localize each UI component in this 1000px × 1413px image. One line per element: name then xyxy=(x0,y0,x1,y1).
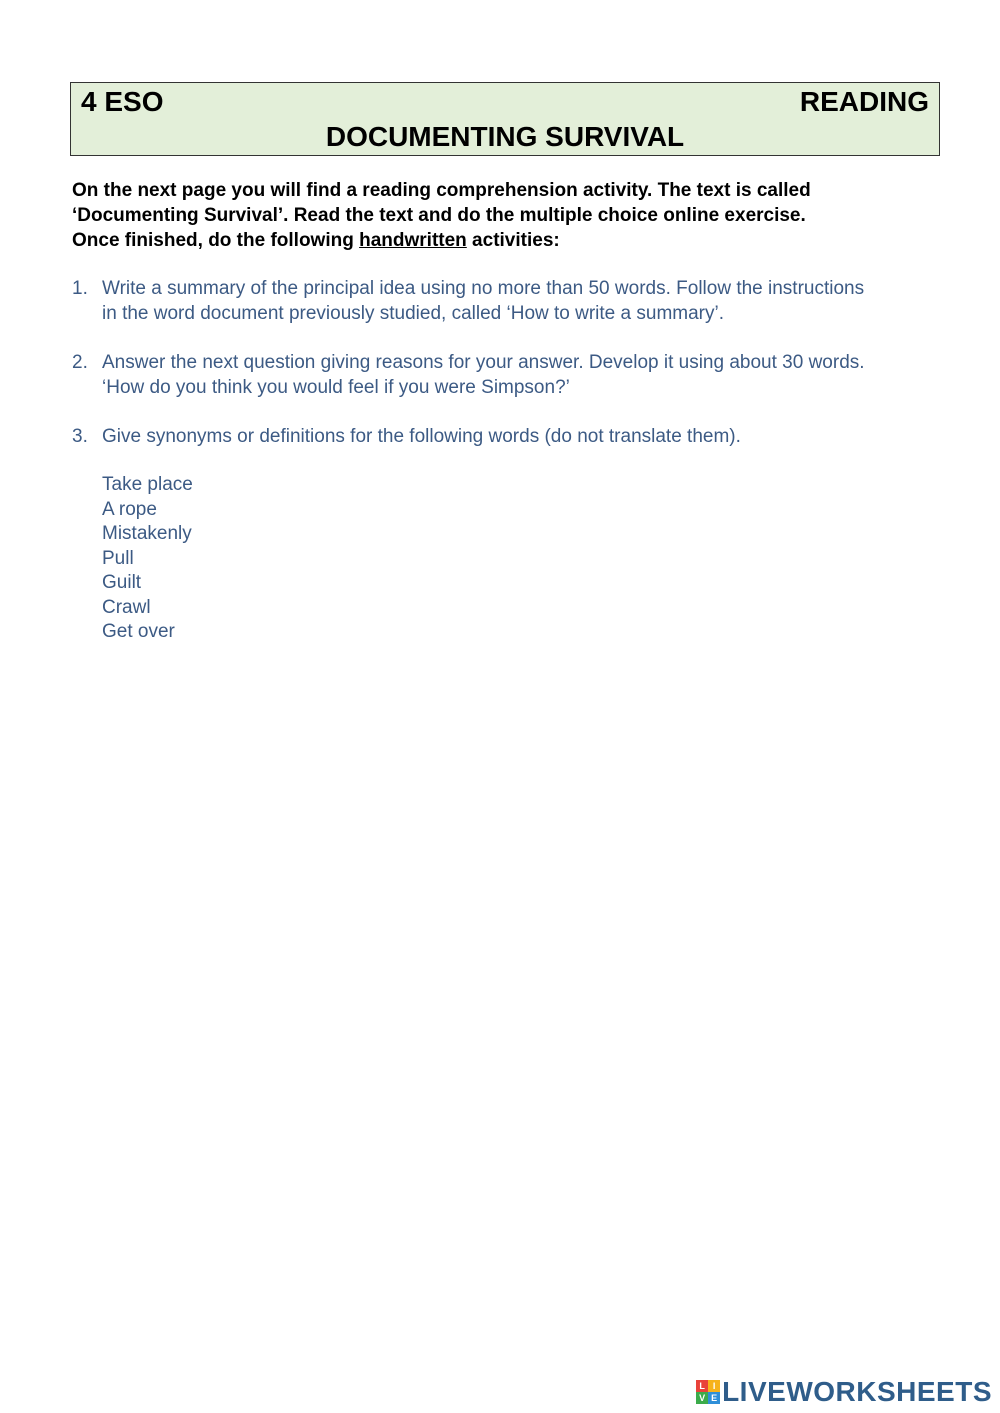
logo-letter: L xyxy=(696,1380,708,1392)
task-item-3 xyxy=(72,424,952,449)
task-line: ‘How do you think you would feel if you were Simpson?’ xyxy=(102,377,570,398)
vocabulary-word: Guilt xyxy=(102,572,142,593)
liveworksheets-brand xyxy=(696,1376,992,1408)
vocabulary-word: Crawl xyxy=(102,596,151,618)
task-list xyxy=(72,276,952,645)
vocabulary-list xyxy=(102,473,952,645)
intro-line-1: On the next page you will find a reading comprehension activity. The text is called xyxy=(72,180,811,201)
task-line: Give synonyms or definitions for the following words (do not translate them). xyxy=(102,426,741,447)
task-number: 3. xyxy=(72,426,88,447)
handwritten-emphasis: handwritten xyxy=(359,230,467,251)
section-label: READING xyxy=(799,86,929,117)
grade-label: 4 ESO xyxy=(81,86,164,117)
vocabulary-word: Mistakenly xyxy=(102,523,192,544)
task-line: in the word document previously studied, called ‘How to write a summary’. xyxy=(102,303,724,324)
task-line: Write a summary of the principal idea using no more than 50 words. Follow the instructions xyxy=(102,278,865,299)
task-number: 1. xyxy=(72,278,88,299)
task-line: Answer the next question giving reasons for your answer. Develop it using about 30 words. xyxy=(102,352,865,373)
header-row xyxy=(71,83,939,119)
task-item-2 xyxy=(72,350,952,400)
task-text xyxy=(102,350,952,400)
logo-letter: I xyxy=(708,1380,720,1392)
liveworksheets-logo-icon xyxy=(696,1380,720,1404)
vocabulary-word: Pull xyxy=(102,547,134,569)
intro-line-3 xyxy=(72,228,952,253)
logo-letter: E xyxy=(708,1392,720,1404)
brand-name: LIVEWORKSHEETS xyxy=(722,1376,992,1407)
task-text xyxy=(102,424,952,449)
intro-instructions xyxy=(72,178,952,253)
vocabulary-word: A rope xyxy=(102,498,157,520)
task-item-1 xyxy=(72,276,952,326)
task-text xyxy=(102,276,952,326)
page-title: DOCUMENTING SURVIVAL xyxy=(325,121,685,152)
vocabulary-word: Get over xyxy=(102,621,175,642)
header-box xyxy=(70,82,940,156)
vocabulary-word: Take place xyxy=(102,474,193,495)
intro-line-2: ‘Documenting Survival’. Read the text and do the multiple choice online exercise. xyxy=(72,205,806,226)
task-number: 2. xyxy=(72,352,88,373)
intro-line-3-start: Once finished, do the following xyxy=(72,230,360,251)
intro-line-3-end: activities: xyxy=(466,230,560,251)
logo-letter: V xyxy=(696,1392,708,1404)
